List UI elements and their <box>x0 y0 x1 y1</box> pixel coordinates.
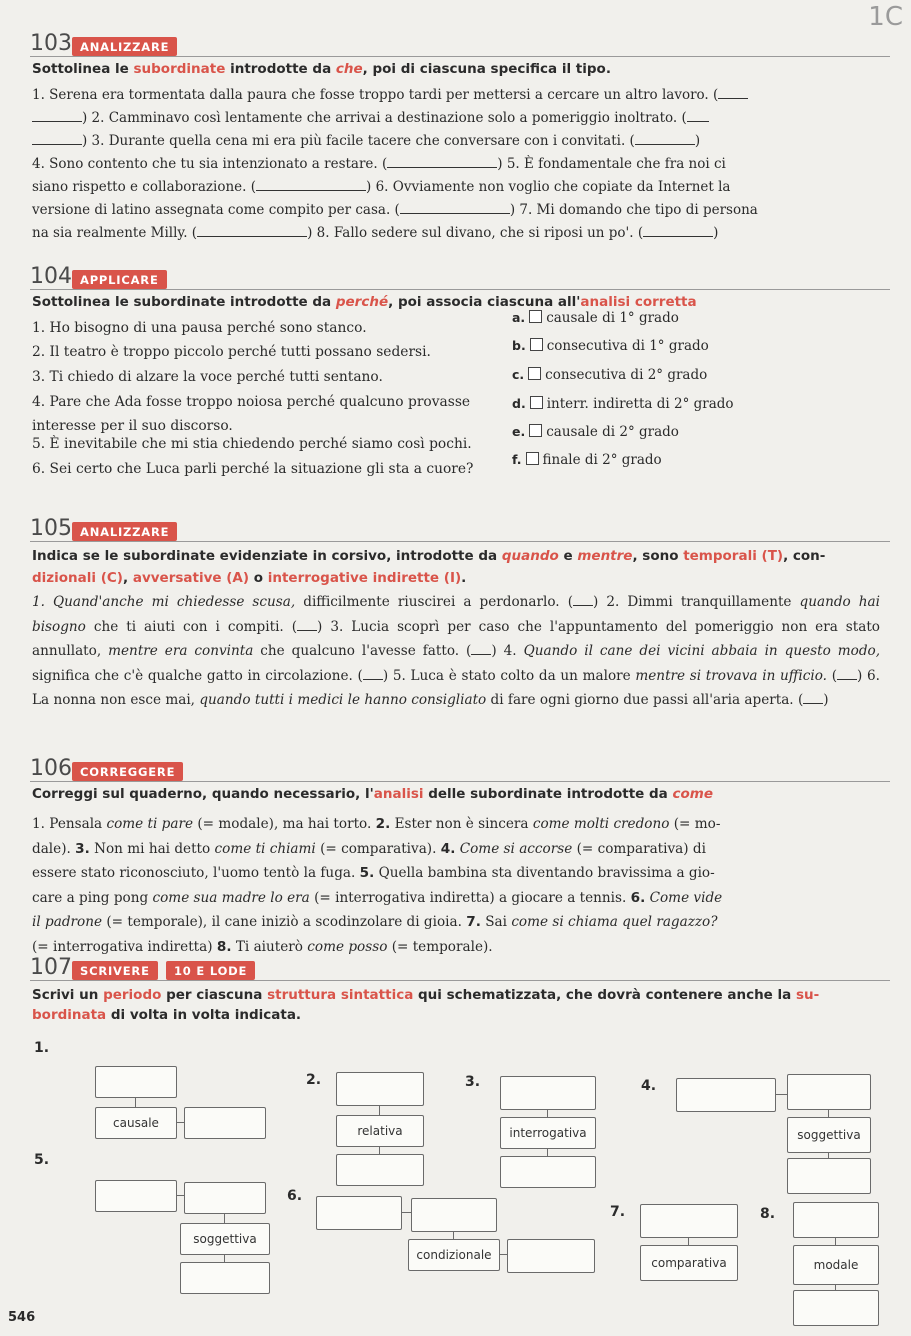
checkbox-d[interactable] <box>530 396 543 409</box>
corner-mark: 1C <box>868 2 903 32</box>
instruction-103: Sottolinea le subordinate introdotte da che, poi di ciascuna specifica il tipo. <box>32 61 611 77</box>
diagram-3-interrogativa[interactable]: interrogativa <box>500 1117 596 1149</box>
diagram-3-box[interactable] <box>500 1156 596 1188</box>
divider <box>30 980 890 981</box>
option-d[interactable]: d. interr. indiretta di 2° grado <box>512 396 734 412</box>
connector <box>176 1122 184 1123</box>
exercise-106-body: 1. Pensala come ti pare (= modale), ma hai torto. 2. Ester non è sincera come molti credono (= mo- dale). 3. Non mi hai detto come ti chiami (= comparativa). 4. Come si accorse (= comparativa) di essere stato riconosciuto, l'uomo tentò la fuga. 5. Quella bambina sta diventando bravissima a gio- care a ping pong come sua madre lo era (= interrogativa indiretta) a giocare a tennis. 6. Come vide il padrone (= temporale), il cane iniziò a scodinzolare di gioia. 7. Sai come si chiama quel ragazzo? (= interrogativa indiretta) 8. Ti aiuterò come posso (= temporale). <box>32 816 723 955</box>
diagram-1-box[interactable] <box>184 1107 266 1139</box>
exercise-number-105: 105 <box>30 516 72 541</box>
diagram-4-number: 4. <box>641 1078 657 1094</box>
checkbox-c[interactable] <box>528 367 541 380</box>
divider <box>30 289 890 290</box>
badge-scrivere: SCRIVERE <box>72 961 158 980</box>
checkbox-f[interactable] <box>526 452 539 465</box>
connector <box>379 1105 380 1115</box>
diagram-5-main-box[interactable] <box>95 1180 177 1212</box>
diagram-6-box[interactable] <box>411 1198 497 1232</box>
question-104-1: 1. Ho bisogno di una pausa perché sono stanco. <box>32 320 367 336</box>
option-e[interactable]: e. causale di 2° grado <box>512 424 679 440</box>
option-f[interactable]: f. finale di 2° grado <box>512 452 662 468</box>
question-104-3: 3. Ti chiedo di alzare la voce perché tutti sentano. <box>32 369 383 385</box>
connector <box>224 1213 225 1223</box>
exercise-number-104: 104 <box>30 264 72 289</box>
diagram-6-main-box[interactable] <box>316 1196 402 1230</box>
diagram-1-causale[interactable]: causale <box>95 1107 177 1139</box>
diagram-7-comparativa[interactable]: comparativa <box>640 1245 738 1281</box>
checkbox-e[interactable] <box>529 424 542 437</box>
diagram-4-box[interactable] <box>787 1074 871 1110</box>
diagram-6-number: 6. <box>287 1188 303 1204</box>
instruction-104: Sottolinea le subordinate introdotte da perché, poi associa ciascuna all'analisi corretta <box>32 294 697 310</box>
diagram-6-condizionale[interactable]: condizionale <box>408 1239 500 1271</box>
checkbox-b[interactable] <box>530 338 543 351</box>
exercise-105-body: 1. Quand'anche mi chiedesse scusa, difficilmente riuscirei a perdonarlo. ( ) 2. Dimmi tranquillamente quando hai bisogno che ti aiuti con i compiti. ( ) 3. Lucia scoprì per caso che l'appuntamento del pomeriggio non era stato annullato, mentre era convinta che qualcuno l'avesse fatto. ( ) 4. Quando il cane dei vicini abbaia in questo modo, significa che c'è qualche gatto in circolazione. ( ) 5. Luca è stato colto da un malore mentre si trovava in ufficio. ( ) 6. La nonna non esce mai, quando tutti i medici le hanno consigliato di fare ogni giorno due passi all'aria aperta. ( ) <box>32 594 881 708</box>
connector <box>828 1109 829 1117</box>
connector <box>547 1109 548 1117</box>
badge-applicare: APPLICARE <box>72 270 167 289</box>
page-number: 546 <box>8 1310 36 1325</box>
connector <box>775 1094 787 1095</box>
diagram-4-soggettiva[interactable]: soggettiva <box>787 1117 871 1153</box>
diagram-2-main-box[interactable] <box>336 1072 424 1106</box>
checkbox-a[interactable] <box>529 310 542 323</box>
diagram-3-number: 3. <box>465 1074 481 1090</box>
diagram-8-number: 8. <box>760 1206 776 1222</box>
badge-analizzare-105: ANALIZZARE <box>72 522 177 541</box>
instruction-107: Scrivi un periodo per ciascuna struttura sintattica qui schematizzata, che dovrà contenere anche la su- bordinata di volta in volta indicata. <box>32 987 820 1023</box>
connector <box>135 1097 136 1107</box>
diagram-4-box-bottom[interactable] <box>787 1158 871 1194</box>
exercise-number-103: 103 <box>30 31 72 56</box>
diagram-2-box[interactable] <box>336 1154 424 1186</box>
diagram-5-box-bottom[interactable] <box>180 1262 270 1294</box>
divider <box>30 541 890 542</box>
diagram-2-number: 2. <box>306 1072 322 1088</box>
divider <box>30 56 890 57</box>
diagram-8-modale[interactable]: modale <box>793 1245 879 1285</box>
diagram-5-soggettiva[interactable]: soggettiva <box>180 1223 270 1255</box>
instruction-106: Correggi sul quaderno, quando necessario, l'analisi delle subordinate introdotte da come <box>32 786 713 802</box>
question-104-5: 5. È inevitabile che mi stia chiedendo perché siamo così pochi. <box>32 436 472 452</box>
diagram-1-main-box[interactable] <box>95 1066 177 1098</box>
question-104-2: 2. Il teatro è troppo piccolo perché tutti possano sedersi. <box>32 344 431 360</box>
diagram-3-main-box[interactable] <box>500 1076 596 1110</box>
badge-correggere: CORREGGERE <box>72 762 183 781</box>
exercise-number-107: 107 <box>30 955 72 980</box>
divider <box>30 781 890 782</box>
diagram-5-box[interactable] <box>184 1182 266 1214</box>
connector <box>176 1195 184 1196</box>
connector <box>379 1146 380 1154</box>
question-104-6: 6. Sei certo che Luca parli perché la situazione gli sta a cuore? <box>32 461 474 477</box>
option-b[interactable]: b. consecutiva di 1° grado <box>512 338 709 354</box>
connector <box>835 1237 836 1245</box>
diagram-1-number: 1. <box>34 1040 50 1056</box>
diagram-2-relativa[interactable]: relativa <box>336 1115 424 1147</box>
exercise-number-106: 106 <box>30 756 72 781</box>
badge-10-e-lode: 10 E LODE <box>166 961 255 980</box>
diagram-5-number: 5. <box>34 1152 50 1168</box>
connector <box>688 1237 689 1245</box>
diagram-8-main-box[interactable] <box>793 1202 879 1238</box>
question-104-4-cont: interesse per il suo discorso. <box>32 418 233 434</box>
instruction-105: Indica se le subordinate evidenziate in corsivo, introdotte da quando e mentre, sono temporali (T), con- dizionali (C), avversative (A) o interrogative indirette (I). <box>32 548 826 586</box>
connector <box>224 1254 225 1262</box>
diagram-6-box-right[interactable] <box>507 1239 595 1273</box>
option-a[interactable]: a. causale di 1° grado <box>512 310 679 326</box>
diagram-8-box-bottom[interactable] <box>793 1290 879 1326</box>
connector <box>401 1212 411 1213</box>
diagram-7-main-box[interactable] <box>640 1204 738 1238</box>
badge-analizzare-103: ANALIZZARE <box>72 37 177 56</box>
connector <box>499 1254 507 1255</box>
exercise-103-body: 1. Serena era tormentata dalla paura che fosse troppo tardi per mettersi a cercare un altro lavoro. ( ) 2. Camminavo così lentamente che arrivai a destinazione solo a pomeriggio inoltrato. ( ) 3. Durante quella cena mi era più facile tacere che conversare con i convitati. ( ) 4. Sono contento che tu sia intenzionato a restare. ( ) 5. È fondamentale che fra noi ci siano rispetto e collaborazione. ( ) 6. Ovviamente non voglio che copiate da Internet la versione di latino assegnata come compito per casa. ( ) 7. Mi domando che tipo di persona na sia realmente Milly. ( ) 8. Fallo sedere sul divano, che si riposi un po'. ( ) <box>32 87 758 241</box>
option-c[interactable]: c. consecutiva di 2° grado <box>512 367 708 383</box>
diagram-7-number: 7. <box>610 1204 626 1220</box>
connector <box>453 1231 454 1239</box>
question-104-4: 4. Pare che Ada fosse troppo noiosa perché qualcuno provasse <box>32 394 471 410</box>
connector <box>547 1148 548 1156</box>
diagram-4-main-box[interactable] <box>676 1078 776 1112</box>
